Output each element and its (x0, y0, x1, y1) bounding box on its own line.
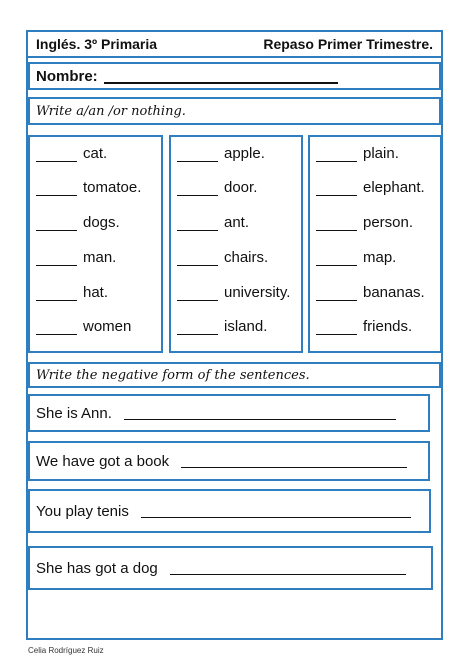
answer-blank[interactable] (177, 253, 218, 266)
word-item (316, 145, 399, 162)
word-text: ant. (224, 214, 250, 231)
word-item (316, 249, 396, 266)
word-text: bananas. (363, 284, 425, 301)
word-item (177, 179, 257, 196)
word-item (36, 214, 120, 231)
section1-instruction-text: Write a/an /or nothing. (36, 103, 186, 119)
word-item (177, 145, 265, 162)
word-text: hat. (83, 284, 109, 301)
answer-blank[interactable] (36, 322, 77, 335)
word-item (316, 284, 425, 301)
answer-blank[interactable] (177, 322, 218, 335)
answer-blank[interactable] (36, 183, 77, 196)
word-text: university. (224, 284, 291, 301)
section2-instruction (28, 362, 441, 388)
word-text: women (83, 318, 132, 335)
word-text: door. (224, 179, 258, 196)
answer-blank[interactable] (36, 288, 77, 301)
word-item (316, 179, 425, 196)
word-item (36, 249, 116, 266)
worksheet-header (28, 32, 441, 58)
word-item (177, 318, 267, 335)
word-text: friends. (363, 318, 413, 335)
sentence-text: We have got a book (36, 452, 170, 470)
word-item (36, 318, 131, 335)
word-column-2 (169, 135, 303, 353)
word-text: plain. (363, 145, 399, 162)
answer-line[interactable] (170, 562, 406, 575)
answer-blank[interactable] (316, 218, 357, 231)
answer-blank[interactable] (316, 322, 357, 335)
header-title: Repaso Primer Trimestre. (263, 36, 433, 52)
sentence-box-1 (28, 394, 430, 432)
word-item (36, 145, 107, 162)
answer-blank[interactable] (36, 253, 77, 266)
answer-blank[interactable] (316, 149, 357, 162)
word-item (316, 318, 412, 335)
word-text: elephant. (363, 179, 425, 196)
answer-blank[interactable] (316, 183, 357, 196)
sentence-box-2 (28, 441, 430, 481)
name-input-line[interactable] (104, 68, 338, 84)
answer-line[interactable] (124, 407, 396, 420)
word-item (36, 284, 108, 301)
word-item (177, 284, 290, 301)
word-text: man. (83, 249, 117, 266)
word-item (36, 179, 141, 196)
answer-blank[interactable] (177, 149, 218, 162)
sentence-box-4 (28, 546, 433, 590)
word-text: cat. (83, 145, 108, 162)
word-column-3 (308, 135, 442, 353)
sentence-text: She is Ann. (36, 404, 112, 422)
name-field-box (28, 62, 441, 90)
word-text: island. (224, 318, 268, 335)
word-item (177, 249, 268, 266)
word-text: map. (363, 249, 397, 266)
author-credit: Celia Rodríguez Ruiz (28, 646, 104, 655)
answer-blank[interactable] (177, 183, 218, 196)
word-item (177, 214, 249, 231)
sentence-text: You play tenis (36, 502, 129, 520)
answer-line[interactable] (141, 505, 411, 518)
answer-blank[interactable] (316, 288, 357, 301)
word-text: person. (363, 214, 414, 231)
sentence-text: She has got a dog (36, 559, 158, 577)
answer-blank[interactable] (36, 149, 77, 162)
answer-blank[interactable] (316, 253, 357, 266)
word-text: apple. (224, 145, 265, 162)
header-subject: Inglés. 3º Primaria (36, 36, 158, 52)
word-text: chairs. (224, 249, 269, 266)
answer-blank[interactable] (177, 218, 218, 231)
word-column-1 (28, 135, 163, 353)
word-text: dogs. (83, 214, 120, 231)
name-label: Nombre: (36, 67, 98, 85)
answer-blank[interactable] (36, 218, 77, 231)
word-text: tomatoe. (83, 179, 142, 196)
word-item (316, 214, 413, 231)
answer-line[interactable] (181, 455, 407, 468)
section1-instruction (28, 97, 441, 125)
section2-instruction-text: Write the negative form of the sentences. (36, 367, 310, 383)
sentence-box-3 (28, 489, 431, 533)
answer-blank[interactable] (177, 288, 218, 301)
